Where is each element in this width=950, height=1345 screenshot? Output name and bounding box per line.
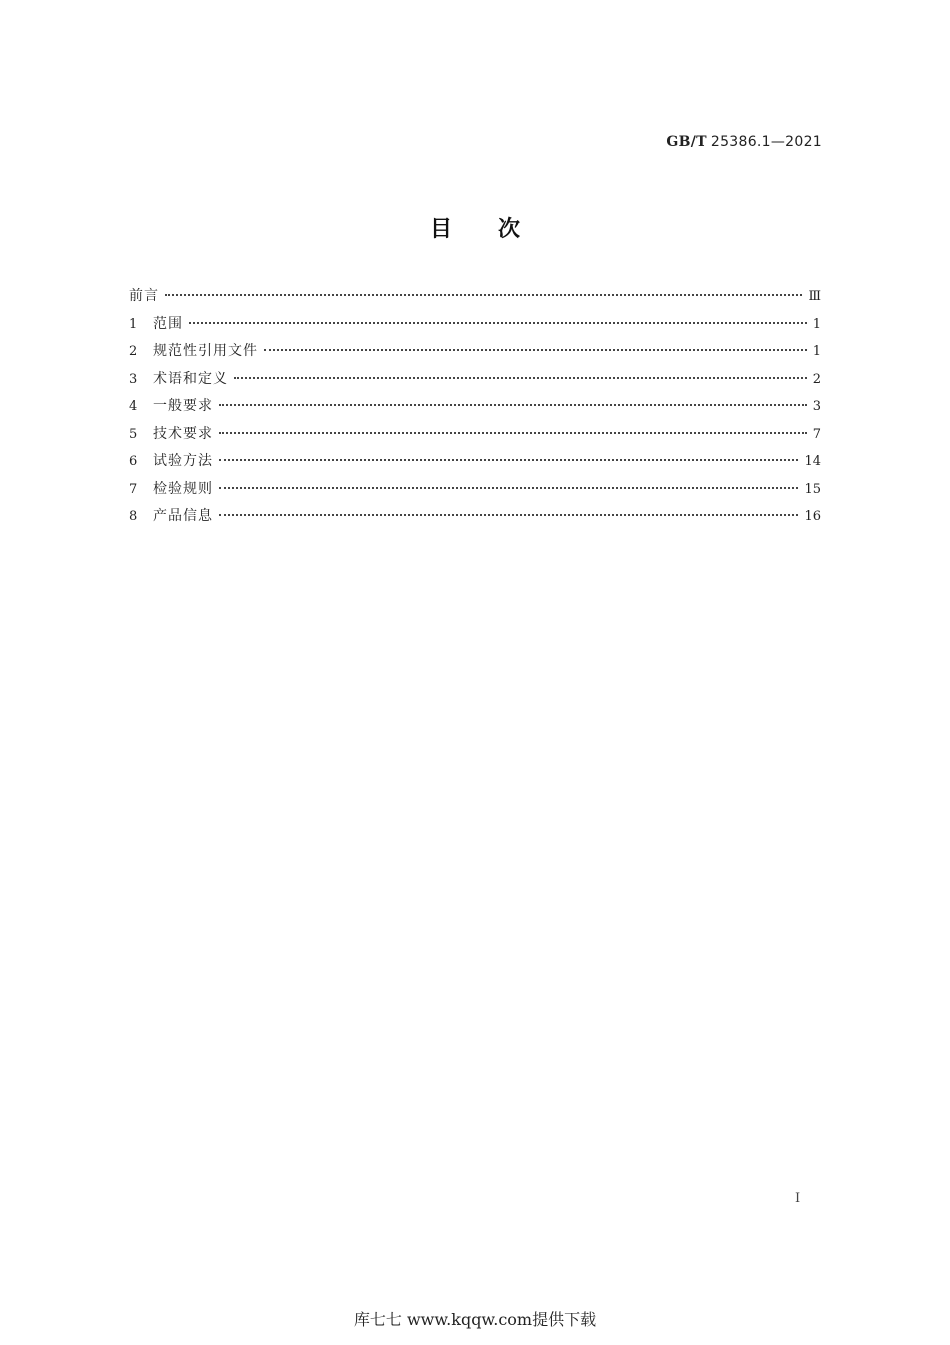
toc-entry-number: 8 [129,509,139,524]
toc-entry-number: 7 [129,481,139,497]
title-char-1: 目 [429,217,452,242]
toc-entry-number: 4 [129,399,139,414]
toc-entry-4[interactable] [129,395,821,423]
download-footer: 库七七 www.kqqw.com提供下载 [353,1310,597,1329]
toc-entry-8[interactable] [129,505,821,533]
toc-entry-label: 检验规则 [153,480,213,497]
toc-entry-label: 前言 [129,288,159,304]
dot-leader [219,404,807,406]
toc-entry-label: 术语和定义 [153,370,228,387]
dot-leader [165,294,802,296]
table-of-contents [129,285,821,533]
dot-leader [264,349,807,351]
toc-entry-label: 产品信息 [153,508,213,524]
toc-entry-number: 2 [129,344,139,359]
toc-entry-number: 6 [129,454,139,469]
toc-entry-page: 14 [804,454,821,469]
toc-entry-foreword[interactable] [129,285,821,313]
standard-prefix: GB/T [666,134,707,150]
toc-entry-page: 7 [812,426,821,442]
toc-entry-6[interactable] [129,450,821,478]
standard-code [666,134,822,150]
toc-entry-2[interactable] [129,340,821,368]
dot-leader [219,514,798,516]
toc-entry-label: 规范性引用文件 [153,343,258,359]
page-title [0,212,950,243]
standard-number: 25386.1—2021 [710,134,822,150]
page-number: I [795,1191,801,1206]
dot-leader [189,322,807,324]
dot-leader [219,432,807,434]
toc-entry-page: 3 [812,399,821,414]
title-char-2: 次 [498,217,521,242]
toc-entry-number: 3 [129,371,139,387]
toc-entry-label: 一般要求 [153,398,213,414]
toc-entry-label: 试验方法 [153,453,213,469]
toc-entry-page: 1 [812,316,821,332]
toc-entry-label: 技术要求 [153,425,213,442]
toc-entry-1[interactable] [129,313,821,341]
toc-entry-number: 5 [129,426,139,442]
toc-entry-page: 2 [812,371,821,387]
toc-entry-page: 16 [804,509,821,524]
toc-entry-page: 15 [804,481,821,497]
toc-entry-page: 1 [812,344,821,359]
toc-entry-3[interactable] [129,368,821,396]
toc-entry-number: 1 [129,316,139,332]
dot-leader [219,459,798,461]
toc-entry-7[interactable] [129,478,821,506]
toc-entry-page: Ⅲ [808,289,821,304]
toc-entry-label: 范围 [153,315,183,332]
toc-entry-5[interactable] [129,423,821,451]
dot-leader [219,487,798,489]
dot-leader [234,377,807,379]
